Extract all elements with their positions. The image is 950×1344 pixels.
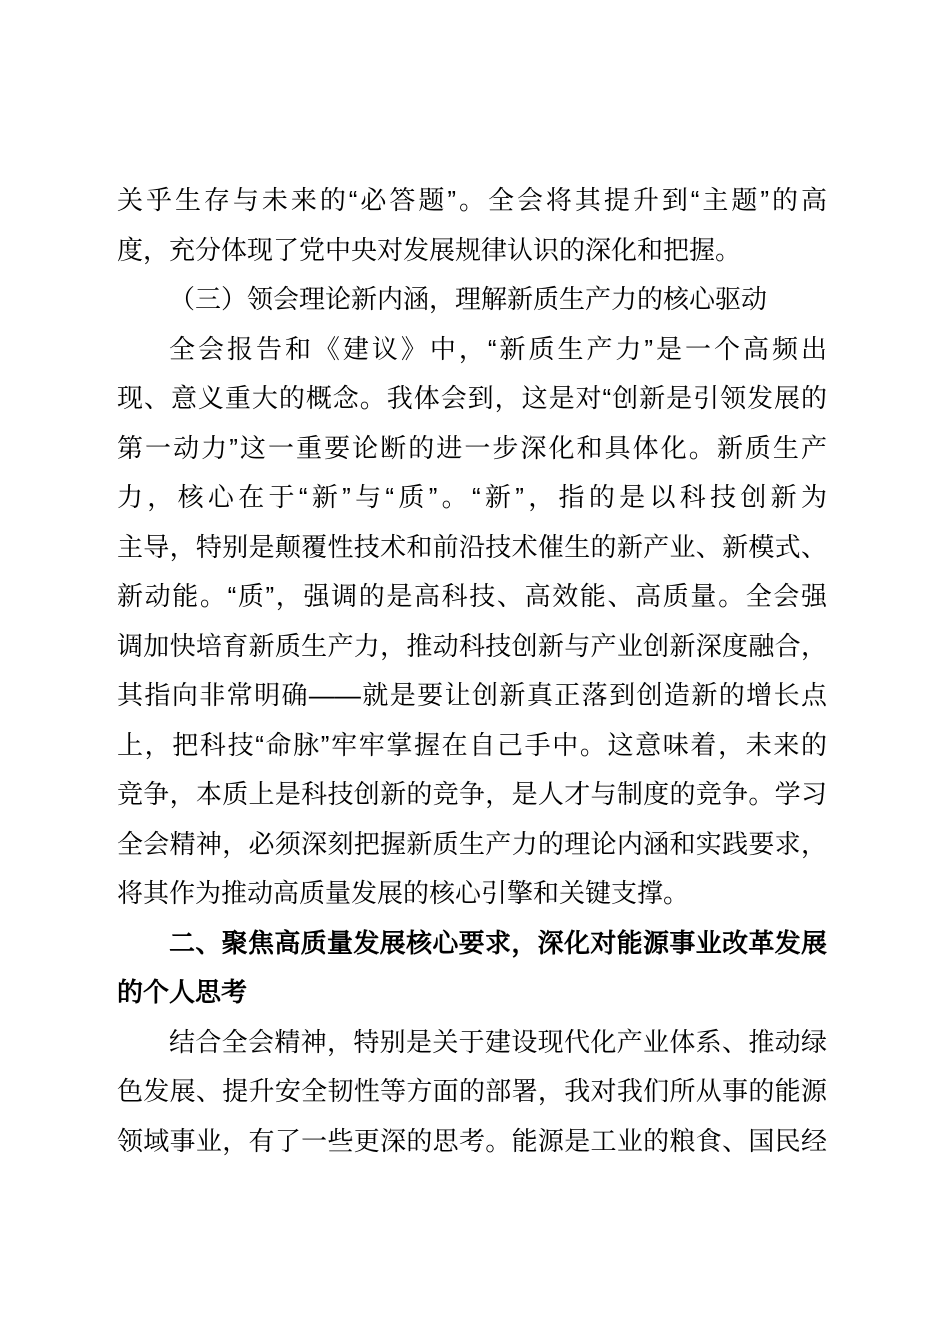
text-line: 全会精神，必须深刻把握新质生产力的理论内涵和实践要求， bbox=[117, 828, 827, 859]
text-line: 新动能。“质”，强调的是高科技、高效能、高质量。全会强 bbox=[117, 581, 827, 611]
text-line: 全会报告和《建议》中，“新质生产力”是一个高频出 bbox=[169, 333, 827, 364]
text-line: 关乎生存与未来的“必答题”。全会将其提升到“主题”的高 bbox=[117, 185, 827, 215]
text-line: 色发展、提升安全韧性等方面的部署，我对我们所从事的能源 bbox=[117, 1076, 827, 1106]
text-line: 现、意义重大的概念。我体会到，这是对“创新是引领发展的 bbox=[117, 383, 827, 413]
text-line: 度，充分体现了党中央对发展规律认识的深化和把握。 bbox=[117, 234, 742, 265]
heading-line: 的个人思考 bbox=[117, 977, 248, 1007]
text-line: 竞争，本质上是科技创新的竞争，是人才与制度的竞争。学习 bbox=[117, 779, 827, 809]
text-line: 其指向非常明确——就是要让创新真正落到创造新的增长点 bbox=[117, 680, 827, 710]
text-line: 力，核心在于“新”与“质”。“新”，指的是以科技创新为 bbox=[117, 482, 827, 512]
document-text-block bbox=[117, 176, 827, 1166]
heading-line: 二、聚焦高质量发展核心要求，深化对能源事业改革发展 bbox=[169, 927, 827, 958]
text-line: 调加快培育新质生产力，推动科技创新与产业创新深度融合， bbox=[117, 630, 827, 661]
text-line: 结合全会精神，特别是关于建设现代化产业体系、推动绿 bbox=[169, 1026, 827, 1057]
text-line: 主导，特别是颠覆性技术和前沿技术催生的新产业、新模式、 bbox=[117, 531, 827, 562]
text-line: （三）领会理论新内涵，理解新质生产力的核心驱动 bbox=[169, 284, 768, 314]
text-line: 上，把科技“命脉”牢牢掌握在自己手中。这意味着，未来的 bbox=[117, 729, 827, 760]
text-line: 将其作为推动高质量发展的核心引擎和关键支撑。 bbox=[117, 878, 690, 908]
text-line: 领域事业，有了一些更深的思考。能源是工业的粮食、国民经 bbox=[117, 1125, 827, 1156]
text-line: 第一动力”这一重要论断的进一步深化和具体化。新质生产 bbox=[117, 432, 827, 463]
